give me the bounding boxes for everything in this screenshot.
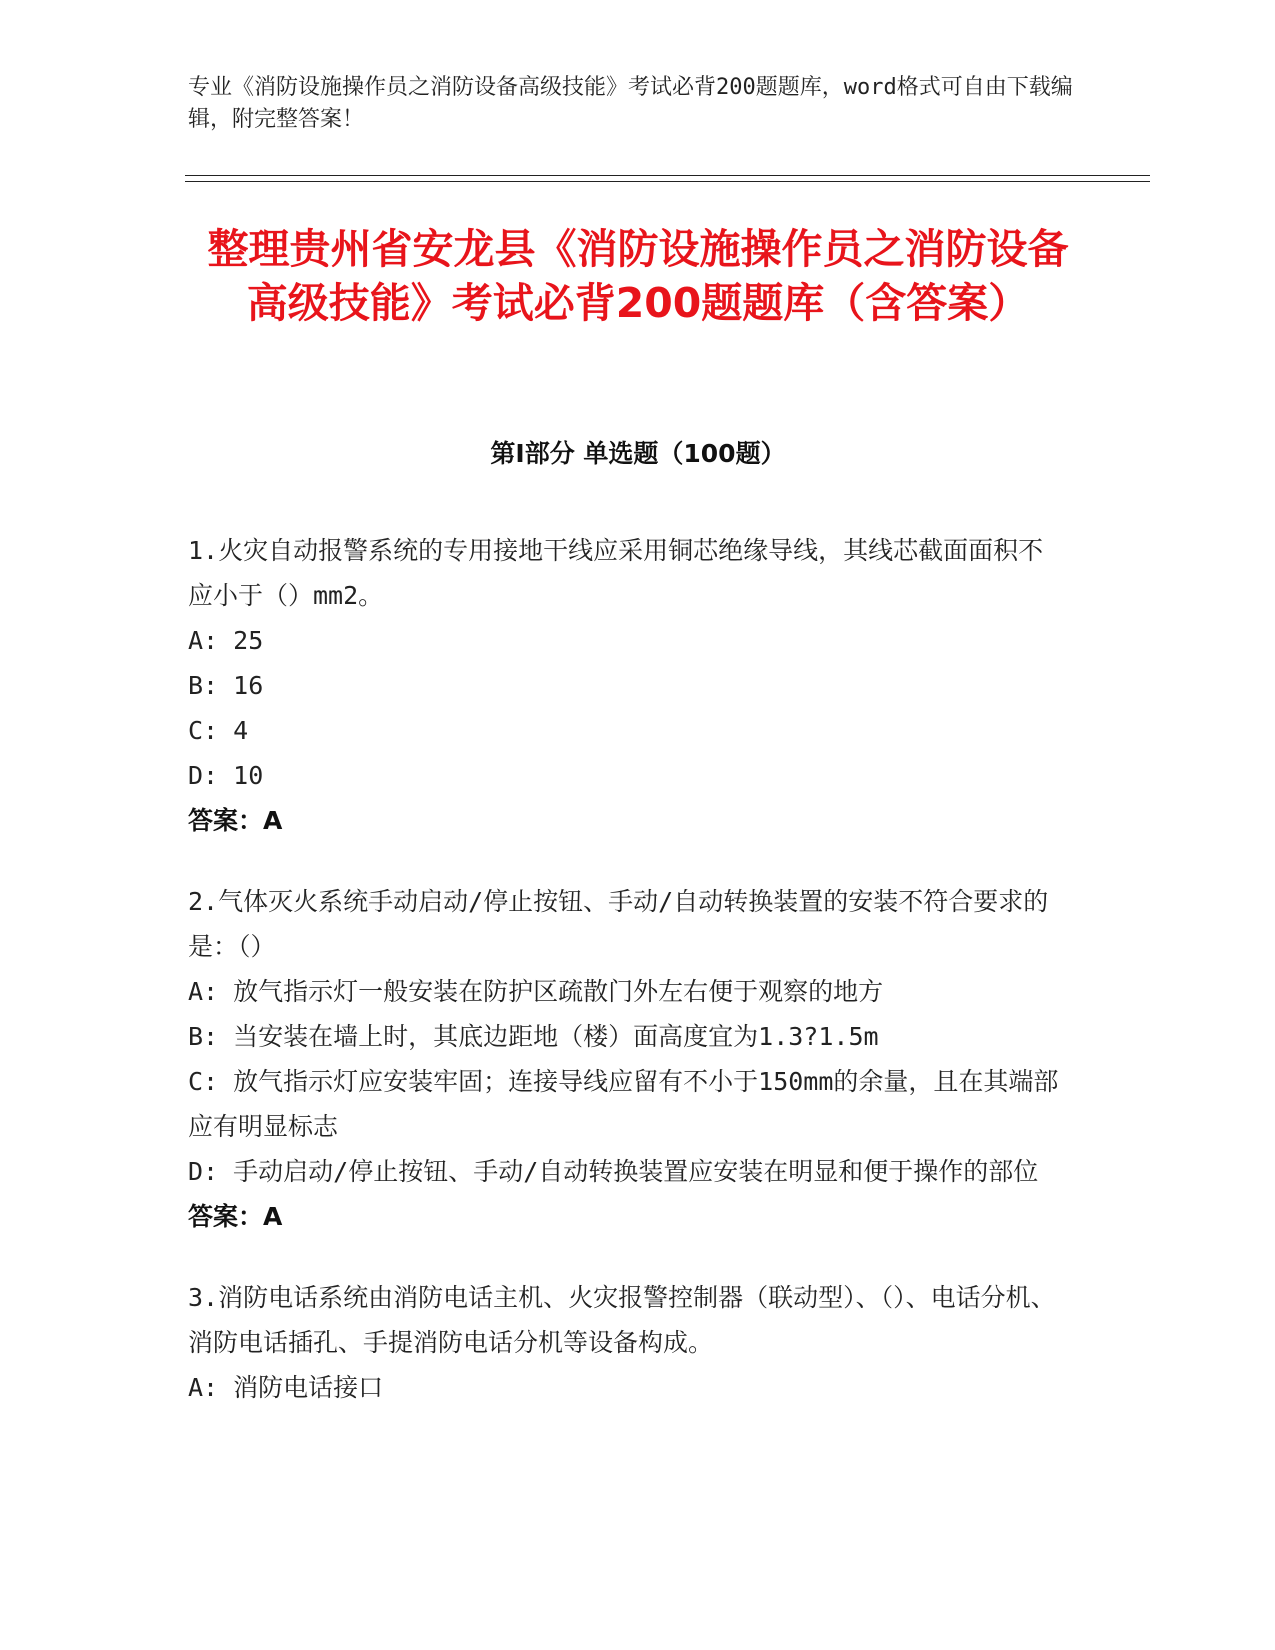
question-list [188,528,1068,1446]
question-stem: 3.消防电话系统由消防电话主机、火灾报警控制器（联动型）、（）、电话分机、消防电话插孔、手提消防电话分机等设备构成。 [188,1283,1056,1357]
answer: 答案：A [188,806,283,835]
question-3 [188,1275,1068,1410]
question-stem: 1.火灾自动报警系统的专用接地干线应采用铜芯绝缘导线，其线芯截面面积不应小于（）mm2。 [188,536,1044,610]
option-b: B: 16 [188,671,264,700]
option-a: A: 25 [188,626,264,655]
option-c: C: 4 [188,716,249,745]
header-note: 专业《消防设施操作员之消防设备高级技能》考试必背200题题库，word格式可自由下载编辑，附完整答案！ [188,75,1073,132]
option-a: A: 消防电话接口 [188,1373,384,1402]
header-divider-top [185,175,1150,176]
option-a: A: 放气指示灯一般安装在防护区疏散门外左右便于观察的地方 [188,977,884,1006]
document-title: 整理贵州省安龙县《消防设施操作员之消防设备高级技能》考试必背200题题库（含答案） [207,225,1069,327]
option-d: D: 手动启动/停止按钮、手动/自动转换装置应安装在明显和便于操作的部位 [188,1157,1039,1186]
question-stem: 2.气体灭火系统手动启动/停止按钮、手动/自动转换装置的安装不符合要求的是：（） [188,887,1049,961]
option-c: C: 放气指示灯应安装牢固；连接导线应留有不小于150mm的余量，且在其端部应有明显标志 [188,1067,1059,1141]
question-1 [188,528,1068,843]
option-d: D: 10 [188,761,264,790]
answer: 答案：A [188,1202,283,1231]
section-title: 第I部分 单选题（100题） [490,439,786,468]
option-b: B: 当安装在墙上时，其底边距地（楼）面高度宜为1.3?1.5m [188,1022,879,1051]
question-2 [188,879,1068,1239]
header-divider-bottom [185,181,1150,182]
